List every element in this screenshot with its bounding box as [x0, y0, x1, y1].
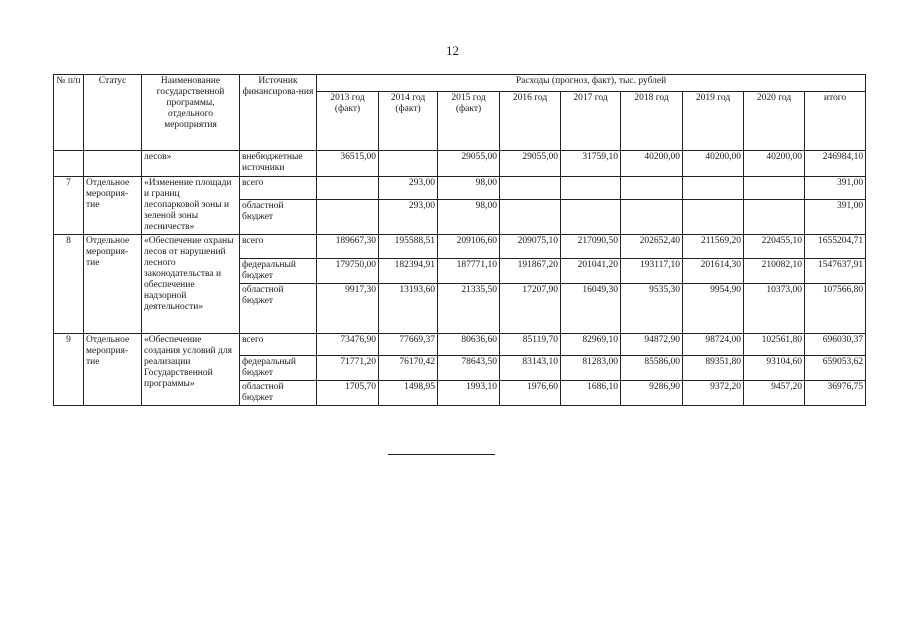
- amount-cell: 29055,00: [500, 151, 561, 177]
- expenses-table: [53, 74, 866, 406]
- amount-cell: 210082,10: [744, 259, 805, 284]
- amount-cell: 187771,10: [438, 259, 500, 284]
- total-cell: 1655204,71: [805, 235, 866, 259]
- amount-cell: 98,00: [438, 177, 500, 200]
- total-cell: 391,00: [805, 199, 866, 234]
- amount-cell: 201614,30: [683, 259, 744, 284]
- amount-cell: 293,00: [379, 177, 438, 200]
- page-number: 12: [446, 43, 459, 58]
- funding-source-cell: областной бюджет: [240, 381, 317, 406]
- funding-source-cell: всего: [240, 235, 317, 259]
- total-cell: 696030,37: [805, 334, 866, 356]
- col-header-year: итого: [805, 92, 866, 151]
- amount-cell: [379, 151, 438, 177]
- table-row: [54, 334, 866, 356]
- amount-cell: [621, 177, 683, 200]
- col-header-year: 2014 год (факт): [379, 92, 438, 151]
- header-row: [54, 75, 866, 92]
- total-cell: 659053,62: [805, 356, 866, 381]
- col-header-expenses-group: Расходы (прогноз, факт), тыс. рублей: [317, 75, 866, 92]
- amount-cell: 10373,00: [744, 284, 805, 334]
- status-cell: Отдельное мероприя-тие: [84, 235, 142, 334]
- amount-cell: 21335,50: [438, 284, 500, 334]
- amount-cell: [744, 177, 805, 200]
- status-cell: Отдельное мероприя-тие: [84, 177, 142, 235]
- amount-cell: 85119,70: [500, 334, 561, 356]
- amount-cell: 94872,90: [621, 334, 683, 356]
- amount-cell: 29055,00: [438, 151, 500, 177]
- col-header-year: 2020 год: [744, 92, 805, 151]
- amount-cell: 89351,80: [683, 356, 744, 381]
- total-cell: 107566,80: [805, 284, 866, 334]
- amount-cell: 1976,60: [500, 381, 561, 406]
- amount-cell: [621, 199, 683, 234]
- amount-cell: 77669,37: [379, 334, 438, 356]
- col-header-year: 2018 год: [621, 92, 683, 151]
- amount-cell: 93104,60: [744, 356, 805, 381]
- amount-cell: 182394,91: [379, 259, 438, 284]
- col-header-year: 2016 год: [500, 92, 561, 151]
- amount-cell: 73476,90: [317, 334, 379, 356]
- funding-source-cell: всего: [240, 334, 317, 356]
- col-header-year: 2017 год: [561, 92, 621, 151]
- amount-cell: 82969,10: [561, 334, 621, 356]
- amount-cell: 9535,30: [621, 284, 683, 334]
- funding-source-cell: областной бюджет: [240, 199, 317, 234]
- funding-source-cell: областной бюджет: [240, 284, 317, 334]
- amount-cell: 36515,00: [317, 151, 379, 177]
- col-header-status: Статус: [84, 75, 142, 151]
- amount-cell: 31759,10: [561, 151, 621, 177]
- amount-cell: 189667,30: [317, 235, 379, 259]
- amount-cell: [500, 199, 561, 234]
- amount-cell: [317, 177, 379, 200]
- amount-cell: 1498,95: [379, 381, 438, 406]
- amount-cell: 9457,20: [744, 381, 805, 406]
- amount-cell: 76170,42: [379, 356, 438, 381]
- amount-cell: [683, 177, 744, 200]
- funding-source-cell: всего: [240, 177, 317, 200]
- status-cell: [84, 151, 142, 177]
- measure-name-cell: «Обеспечение охраны лесов от нарушений лесного законодательства и обеспечение надзорной деятельности»: [142, 235, 240, 334]
- amount-cell: 78643,50: [438, 356, 500, 381]
- row-number-cell: 7: [54, 177, 84, 235]
- total-cell: 246984,10: [805, 151, 866, 177]
- table-row: [54, 151, 866, 177]
- amount-cell: 209075,10: [500, 235, 561, 259]
- amount-cell: 201041,20: [561, 259, 621, 284]
- amount-cell: [317, 199, 379, 234]
- measure-name-cell: «Изменение площади и границ лесопарковой зоны и зеленой зоны лесничеств»: [142, 177, 240, 235]
- total-cell: 391,00: [805, 177, 866, 200]
- amount-cell: 9372,20: [683, 381, 744, 406]
- col-header-num: № п/п: [54, 75, 84, 151]
- amount-cell: 16049,30: [561, 284, 621, 334]
- amount-cell: 98,00: [438, 199, 500, 234]
- amount-cell: 13193,60: [379, 284, 438, 334]
- amount-cell: 193117,10: [621, 259, 683, 284]
- amount-cell: 217090,50: [561, 235, 621, 259]
- amount-cell: 220455,10: [744, 235, 805, 259]
- funding-source-cell: внебюджетные источники: [240, 151, 317, 177]
- col-header-source: Источник финансирова-ния: [240, 75, 317, 151]
- col-header-year: 2019 год: [683, 92, 744, 151]
- amount-cell: [500, 177, 561, 200]
- amount-cell: 293,00: [379, 199, 438, 234]
- amount-cell: 98724,00: [683, 334, 744, 356]
- separator-line: [388, 454, 495, 455]
- status-cell: Отдельное мероприя-тие: [84, 334, 142, 406]
- amount-cell: 195588,51: [379, 235, 438, 259]
- amount-cell: 179750,00: [317, 259, 379, 284]
- amount-cell: 40200,00: [744, 151, 805, 177]
- row-number-cell: 8: [54, 235, 84, 334]
- measure-name-cell: «Обеспечение создания условий для реализации Государственной программы»: [142, 334, 240, 406]
- amount-cell: 202652,40: [621, 235, 683, 259]
- amount-cell: 71771,20: [317, 356, 379, 381]
- table-row: [54, 235, 866, 259]
- col-header-name: Наименование государственной программы, отдельного мероприятия: [142, 75, 240, 151]
- amount-cell: 9917,30: [317, 284, 379, 334]
- amount-cell: 85586,00: [621, 356, 683, 381]
- funding-source-cell: федеральный бюджет: [240, 259, 317, 284]
- amount-cell: 191867,20: [500, 259, 561, 284]
- amount-cell: 9286,90: [621, 381, 683, 406]
- amount-cell: 83143,10: [500, 356, 561, 381]
- amount-cell: [744, 199, 805, 234]
- amount-cell: [561, 199, 621, 234]
- amount-cell: 1993,10: [438, 381, 500, 406]
- total-cell: 1547637,91: [805, 259, 866, 284]
- amount-cell: 209106,60: [438, 235, 500, 259]
- amount-cell: 102561,80: [744, 334, 805, 356]
- total-cell: 36976,75: [805, 381, 866, 406]
- funding-source-cell: федеральный бюджет: [240, 356, 317, 381]
- amount-cell: 1705,70: [317, 381, 379, 406]
- amount-cell: [561, 177, 621, 200]
- amount-cell: 1686,10: [561, 381, 621, 406]
- table-row: [54, 177, 866, 200]
- measure-name-cell: лесов»: [142, 151, 240, 177]
- amount-cell: 40200,00: [683, 151, 744, 177]
- amount-cell: 40200,00: [621, 151, 683, 177]
- amount-cell: 81283,00: [561, 356, 621, 381]
- col-header-year: 2015 год (факт): [438, 92, 500, 151]
- amount-cell: 9954,90: [683, 284, 744, 334]
- amount-cell: [683, 199, 744, 234]
- amount-cell: 211569,20: [683, 235, 744, 259]
- row-number-cell: 9: [54, 334, 84, 406]
- amount-cell: 17207,90: [500, 284, 561, 334]
- row-number-cell: [54, 151, 84, 177]
- amount-cell: 80636,60: [438, 334, 500, 356]
- col-header-year: 2013 год (факт): [317, 92, 379, 151]
